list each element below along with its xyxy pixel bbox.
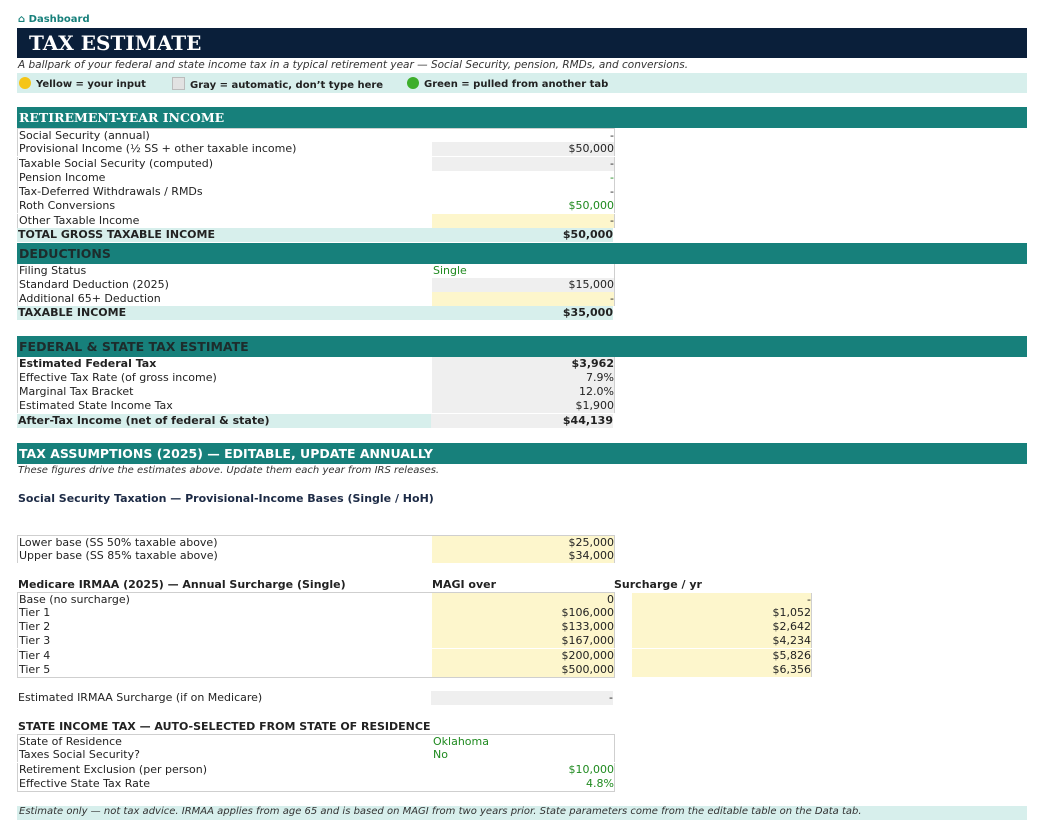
row-label: Tax-Deferred Withdrawals / RMDs: [19, 185, 203, 198]
total-label: TAXABLE INCOME: [18, 306, 127, 319]
row-label: Other Taxable Income: [19, 214, 140, 227]
row-label: Base (no surcharge): [19, 593, 130, 606]
state-of-residence-value: Oklahoma: [433, 735, 489, 748]
irmaa-magi-input[interactable]: $500,000: [432, 663, 614, 677]
legend-green-label: Green = pulled from another tab: [424, 79, 609, 90]
row-value: -: [610, 185, 614, 198]
irmaa-col-surcharge: Surcharge / yr: [614, 578, 702, 591]
row-total-gross-income: [17, 228, 613, 242]
irmaa-surcharge-input[interactable]: $6,356: [632, 663, 812, 677]
total-value: $50,000: [562, 228, 613, 241]
row-social-security: [17, 128, 615, 143]
row-value: 4.8%: [586, 777, 614, 790]
irmaa-magi-input[interactable]: 0: [432, 593, 614, 607]
row-ss-lower-base: [17, 535, 615, 550]
state-tax-header: STATE INCOME TAX — AUTO-SELECTED FROM STATE OF RESIDENCE: [18, 720, 431, 733]
legend-yellow: [19, 77, 146, 90]
row-irmaa-estimate: [17, 691, 613, 705]
section-income-title: RETIREMENT-YEAR INCOME: [19, 110, 225, 125]
row-federal-tax: [17, 357, 615, 371]
legend-yellow-label: Yellow = your input: [36, 79, 146, 90]
row-state-tax: [17, 399, 615, 413]
page-title: TAX ESTIMATE: [29, 31, 202, 55]
ss-lower-base-input[interactable]: $25,000: [432, 536, 614, 550]
irmaa-magi-input[interactable]: $133,000: [432, 620, 614, 634]
row-ss-upper-base: [17, 549, 615, 563]
section-estimate-header: [17, 336, 1027, 357]
dashboard-link[interactable]: ⌂ Dashboard: [18, 14, 90, 25]
total-value: $35,000: [562, 306, 613, 319]
row-value: $50,000: [432, 142, 614, 156]
row-label: Filing Status: [19, 264, 87, 277]
page-banner: [17, 28, 1027, 58]
total-value: $44,139: [431, 414, 613, 428]
ss-taxation-header: Social Security Taxation — Provisional-Income Bases (Single / HoH): [18, 492, 434, 505]
section-assumptions-header: [17, 443, 1027, 464]
additional-65-deduction-input[interactable]: -: [432, 292, 614, 306]
other-taxable-income-input[interactable]: -: [432, 214, 614, 228]
irmaa-surcharge-input[interactable]: $5,826: [632, 649, 812, 663]
row-label: Additional 65+ Deduction: [19, 292, 161, 305]
row-label: Taxable Social Security (computed): [19, 157, 214, 170]
row-label: Taxes Social Security?: [19, 748, 140, 761]
row-label: Effective Tax Rate (of gross income): [19, 371, 217, 384]
legend-gray: [172, 77, 383, 91]
row-after-tax-income: [17, 414, 613, 428]
row-label: Social Security (annual): [19, 129, 150, 142]
row-value: -: [432, 157, 614, 171]
irmaa-header: Medicare IRMAA (2025) — Annual Surcharge (Single): [18, 578, 346, 591]
row-provisional-income: [17, 142, 615, 156]
irmaa-magi-input[interactable]: $167,000: [432, 634, 614, 648]
irmaa-row-tier-5: [17, 663, 811, 678]
filing-status-value: Single: [433, 264, 467, 277]
irmaa-row-tier-2: [17, 620, 811, 634]
irmaa-row-tier-4: [17, 649, 811, 663]
row-other-taxable-income: [17, 214, 615, 228]
row-label: State of Residence: [19, 735, 122, 748]
row-value: 7.9%: [432, 371, 614, 385]
irmaa-row-base: [17, 592, 811, 607]
row-value: $10,000: [568, 763, 614, 776]
row-label: Lower base (SS 50% taxable above): [19, 536, 218, 549]
row-standard-deduction: [17, 278, 615, 292]
row-taxable-income: [17, 306, 613, 320]
irmaa-row-tier-1: [17, 606, 811, 620]
total-label: TOTAL GROSS TAXABLE INCOME: [18, 228, 215, 241]
legend-gray-label: Gray = automatic, don’t type here: [190, 80, 384, 91]
row-label: Estimated Federal Tax: [19, 357, 157, 370]
row-value: -: [431, 691, 613, 705]
row-label: Effective State Tax Rate: [19, 777, 150, 790]
row-value: $3,962: [432, 357, 614, 371]
row-value: $50,000: [568, 199, 614, 212]
yellow-dot-icon: [19, 77, 31, 89]
legend-green: [407, 77, 608, 90]
irmaa-magi-input[interactable]: $200,000: [432, 649, 614, 663]
section-deductions-title: DEDUCTIONS: [19, 246, 111, 261]
section-deductions-header: [17, 243, 1027, 264]
row-label: Tier 2: [19, 620, 51, 633]
section-assumptions-title: TAX ASSUMPTIONS (2025) — EDITABLE, UPDATE ANNUALLY: [19, 446, 433, 461]
row-value: $15,000: [432, 278, 614, 292]
gray-square-icon: [172, 77, 185, 90]
row-label: Tier 5: [19, 663, 51, 676]
row-retirement-exclusion: [17, 763, 615, 777]
irmaa-surcharge-input[interactable]: -: [632, 593, 812, 607]
row-value: $1,900: [432, 399, 614, 413]
row-label: Estimated IRMAA Surcharge (if on Medicare): [18, 691, 263, 704]
irmaa-col-magi: MAGI over: [432, 578, 497, 591]
row-effective-state-rate: [17, 777, 615, 792]
row-label: Marginal Tax Bracket: [19, 385, 134, 398]
row-marginal-bracket: [17, 385, 615, 399]
row-label: Estimated State Income Tax: [19, 399, 173, 412]
footer-disclaimer: [17, 806, 1027, 820]
irmaa-surcharge-input[interactable]: $4,234: [632, 634, 812, 648]
row-label: Provisional Income (½ SS + other taxable income): [19, 142, 297, 155]
row-value: 12.0%: [432, 385, 614, 399]
section-income-header: [17, 107, 1027, 128]
irmaa-surcharge-input[interactable]: $2,642: [632, 620, 812, 634]
irmaa-row-tier-3: [17, 634, 811, 648]
row-label: Roth Conversions: [19, 199, 116, 212]
row-label: Standard Deduction (2025): [19, 278, 169, 291]
assumptions-note: These figures drive the estimates above. Update them each year from IRS releases.: [18, 465, 440, 476]
taxes-ss-value: No: [433, 748, 448, 761]
row-label: Pension Income: [19, 171, 106, 184]
row-label: Tier 3: [19, 634, 51, 647]
row-label: Retirement Exclusion (per person): [19, 763, 207, 776]
row-label: Tier 4: [19, 649, 51, 662]
row-additional-65-deduction: [17, 292, 615, 306]
section-estimate-title: FEDERAL & STATE TAX ESTIMATE: [19, 339, 249, 354]
green-dot-icon: [407, 77, 419, 89]
footer-text: Estimate only — not tax advice. IRMAA applies from age 65 and is based on MAGI from two years prior. State parameters come from the editable table on the Data tab.: [19, 806, 862, 817]
irmaa-magi-input[interactable]: $106,000: [432, 606, 614, 620]
row-effective-rate: [17, 371, 615, 385]
color-legend: [17, 73, 1027, 93]
ss-upper-base-input[interactable]: $34,000: [432, 549, 614, 563]
row-value: -: [610, 171, 614, 184]
row-filing-status: [17, 264, 615, 278]
row-state-of-residence: [17, 734, 615, 749]
page-subtitle: A ballpark of your federal and state income tax in a typical retirement year — Social Security, pension, RMDs, and conversions.: [18, 59, 689, 71]
row-taxes-ss: [17, 748, 615, 762]
row-rmds: [17, 185, 615, 199]
row-label: Tier 1: [19, 606, 51, 619]
row-value: -: [610, 129, 614, 142]
row-roth-conversions: [17, 199, 615, 213]
irmaa-surcharge-input[interactable]: $1,052: [632, 606, 812, 620]
total-label: After-Tax Income (net of federal & state): [18, 414, 270, 427]
row-pension-income: [17, 171, 615, 185]
row-label: Upper base (SS 85% taxable above): [19, 549, 218, 562]
row-taxable-ss: [17, 157, 615, 171]
